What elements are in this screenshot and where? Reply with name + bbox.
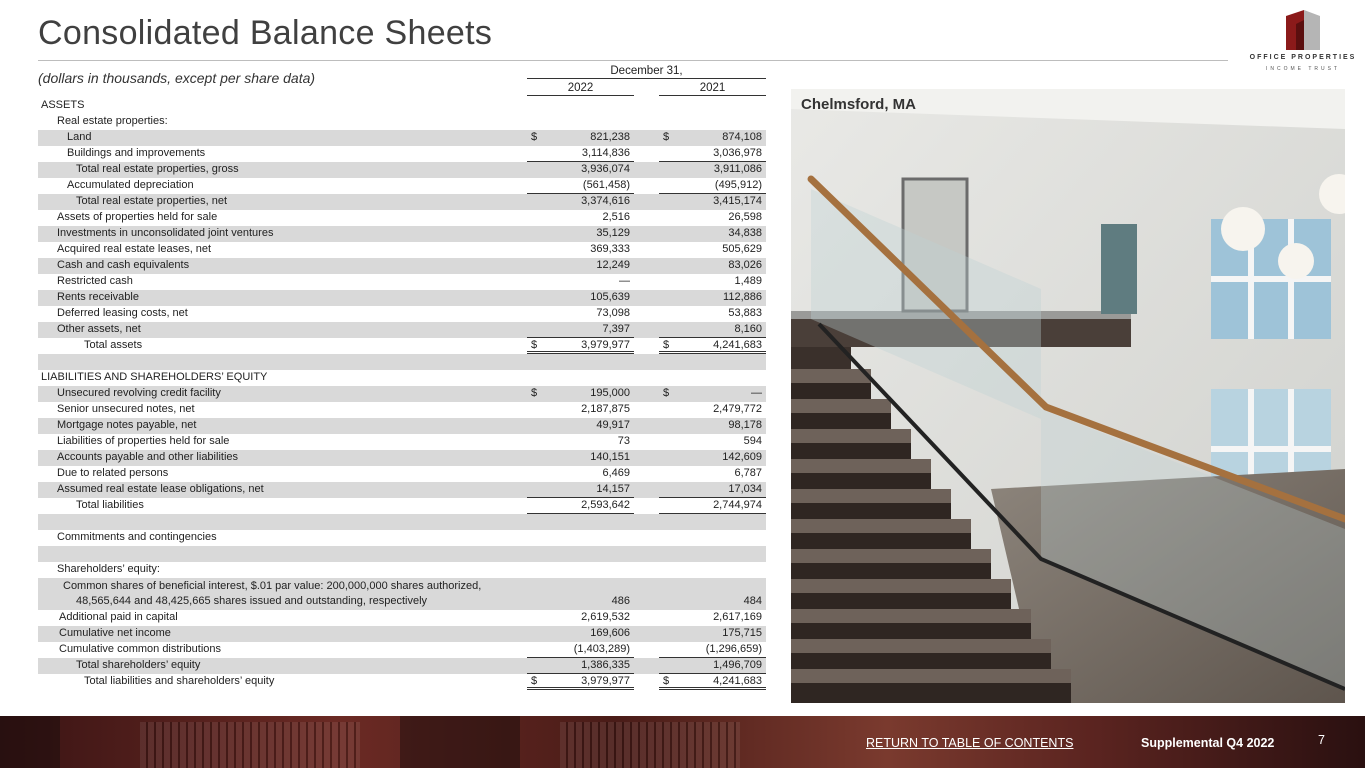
currency-symbol: $ [663,387,670,399]
value-2022: 1,386,335 [581,659,630,671]
staircase-illustration [791,89,1345,703]
row-label: Unsecured revolving credit facility [57,387,221,399]
table-row [38,322,766,338]
logo-line1: OFFICE PROPERTIES [1249,54,1357,61]
row-label: Total assets [84,339,143,351]
value-2021: 3,911,086 [713,163,762,175]
value-2021: 1,496,709 [713,659,762,671]
table-row [38,466,766,482]
page-number: 7 [1318,733,1325,747]
value-2021: 3,036,978 [713,147,762,159]
table-row [38,530,766,546]
table-row [38,562,766,578]
value-2021: 175,715 [722,627,762,639]
currency-symbol: $ [531,387,538,399]
row-label: Total shareholders’ equity [76,659,201,671]
subtitle: (dollars in thousands, except per share data) [38,70,316,86]
row-label: Investments in unconsolidated joint ventures [57,227,274,239]
balance-sheet-table [38,98,766,690]
value-2021: 83,026 [728,259,762,271]
table-row [38,482,766,498]
value-2022: 486 [611,595,630,607]
value-2021: 484 [743,595,762,607]
value-2022: 2,187,875 [581,403,630,415]
value-2021: 6,787 [734,467,762,479]
logo-line2: INCOME TRUST [1266,66,1340,72]
table-row [38,258,766,274]
footer-building-decor [400,716,520,768]
table-row [38,338,766,354]
table-row [38,114,766,130]
table-row [38,210,766,226]
value-2021: 112,886 [723,291,762,303]
row-label: Accumulated depreciation [67,179,194,191]
table-row [38,290,766,306]
table-row [38,402,766,418]
value-2022: 2,516 [602,211,630,223]
value-2021: 34,838 [728,227,762,239]
value-2022: 2,593,642 [581,499,630,511]
row-label: Land [67,131,92,143]
table-row [38,146,766,162]
value-2022: 3,979,977 [581,339,630,351]
value-2021: 2,479,772 [713,403,762,415]
value-2022: 12,249 [596,259,630,271]
row-label: Buildings and improvements [67,147,206,159]
title-divider [38,60,1228,61]
value-2021: 2,744,974 [713,499,762,511]
value-2022: — [619,275,630,287]
table-row [38,306,766,322]
footer-bar [0,716,1365,768]
currency-symbol: $ [663,339,670,351]
column-header-2021: 2021 [659,82,766,96]
row-label: ASSETS [41,99,85,111]
column-header-2022: 2022 [527,82,634,96]
value-2022: 2,619,532 [581,611,630,623]
value-2022: 14,157 [596,483,630,495]
table-row [38,162,766,178]
value-2022: (1,403,289) [573,643,630,655]
page-title: Consolidated Balance Sheets [38,14,493,52]
table-row-spacer [38,354,766,370]
row-label: LIABILITIES AND SHAREHOLDERS’ EQUITY [41,371,268,383]
footer-building-decor [0,716,60,768]
value-2021: 26,598 [728,211,762,223]
table-row [38,674,766,690]
table-row [38,450,766,466]
row-label: Restricted cash [57,275,133,287]
value-2021: 4,241,683 [713,675,762,687]
table-row [38,178,766,194]
value-2022: (561,458) [582,179,630,191]
value-2022: 821,238 [590,131,630,143]
table-row [38,434,766,450]
value-2022: 49,917 [596,419,630,431]
row-label: Total real estate properties, gross [76,163,239,175]
row-label: Due to related persons [57,467,169,479]
value-2021: 3,415,174 [713,195,762,207]
table-row-spacer [38,546,766,562]
currency-symbol: $ [531,131,538,143]
table-row-spacer [38,514,766,530]
table-row [38,498,766,514]
row-label: Liabilities of properties held for sale [57,435,230,447]
table-row [38,418,766,434]
value-2022: 3,114,836 [581,147,630,159]
row-label: Real estate properties: [57,115,168,127]
row-label [63,579,481,609]
row-label: Acquired real estate leases, net [57,243,212,255]
value-2022: 3,374,616 [581,195,630,207]
value-2021: 53,883 [728,307,762,319]
value-2022: 369,333 [590,243,630,255]
value-2022: 7,397 [602,323,630,335]
currency-symbol: $ [531,339,538,351]
row-label: Assets of properties held for sale [57,211,218,223]
value-2021: 505,629 [722,243,762,255]
table-row [38,370,766,386]
value-2021: — [751,387,762,399]
value-2022: 169,606 [590,627,630,639]
value-2022: 195,000 [590,387,630,399]
row-label: Senior unsecured notes, net [57,403,195,415]
row-label: Other assets, net [57,323,141,335]
value-2021: (1,296,659) [705,643,762,655]
row-label: Cumulative net income [59,627,171,639]
table-row [38,386,766,402]
period-header: December 31, [527,65,766,79]
value-2022: 3,979,977 [581,675,630,687]
footer-report-label: Supplemental Q4 2022 [1141,736,1275,750]
row-label: Cash and cash equivalents [57,259,190,271]
row-label: Total liabilities and shareholders’ equity [84,675,275,687]
value-2022: 73 [617,435,630,447]
row-label: Commitments and contingencies [57,531,217,543]
value-2021: (495,912) [714,179,762,191]
value-2021: 17,034 [728,483,762,495]
value-2021: 98,178 [728,419,762,431]
value-2021: 142,609 [722,451,762,463]
table-row [38,130,766,146]
company-logo [1248,10,1358,76]
value-2022: 6,469 [602,467,630,479]
table-row [38,610,766,626]
row-label: Shareholders’ equity: [57,563,160,575]
row-label: Cumulative common distributions [59,643,222,655]
currency-symbol: $ [663,675,670,687]
row-label: Deferred leasing costs, net [57,307,188,319]
value-2021: 874,108 [722,131,762,143]
row-label: Rents receivable [57,291,139,303]
table-row [38,226,766,242]
currency-symbol: $ [663,131,670,143]
row-label: Mortgage notes payable, net [57,419,197,431]
table-row [38,98,766,114]
value-2021: 8,160 [734,323,762,335]
photo-caption: Chelmsford, MA [801,96,917,113]
row-label: Total liabilities [76,499,144,511]
value-2021: 4,241,683 [713,339,762,351]
row-label-line1: Common shares of beneficial interest, $.01 par value: 200,000,000 shares authorized, [63,580,482,592]
row-label: Additional paid in capital [59,611,178,623]
value-2022: 3,936,074 [581,163,630,175]
value-2022: 35,129 [596,227,630,239]
value-2021: 1,489 [734,275,762,287]
value-2021: 2,617,169 [713,611,762,623]
footer-glass-decor [140,722,360,768]
table-row [38,578,766,610]
value-2022: 73,098 [596,307,630,319]
currency-symbol: $ [531,675,538,687]
table-row [38,642,766,658]
value-2022: 105,639 [590,291,630,303]
table-row [38,194,766,210]
row-label: Total real estate properties, net [76,195,228,207]
value-2022: 140,151 [590,451,630,463]
property-photo [791,89,1345,703]
table-row [38,626,766,642]
row-label-line2: 48,565,644 and 48,425,665 shares issued and outstanding, respectively [76,595,428,607]
table-row [38,242,766,258]
value-2021: 594 [743,435,762,447]
row-label: Assumed real estate lease obligations, net [57,483,264,495]
table-row [38,274,766,290]
row-label: Accounts payable and other liabilities [57,451,239,463]
logo-mark-icon [1284,10,1322,50]
footer-glass-decor [560,722,740,768]
return-to-toc-link[interactable]: RETURN TO TABLE OF CONTENTS [866,736,1074,750]
table-row [38,658,766,674]
